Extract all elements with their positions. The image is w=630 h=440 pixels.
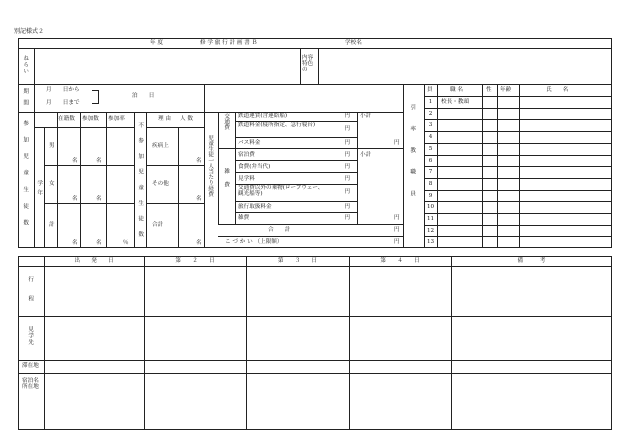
schedule-col-day4: 第 ４ 日 (380, 258, 420, 264)
reason-total: 合計 (152, 222, 164, 228)
unit: 円 (344, 215, 350, 221)
period-from: 月 日から (46, 87, 80, 93)
unit: 名 (96, 158, 102, 164)
cost-other-rides: 交通費以外の乗物(ロープウェー、観光船等) (238, 185, 324, 198)
unit: 円 (344, 176, 350, 182)
schedule-col-departure: 出 発 日 (74, 258, 114, 264)
unit: 円 (344, 189, 350, 195)
aim-label: ねらい (22, 55, 29, 75)
cost-bus: バス料金 (238, 140, 261, 146)
year-label: 年 度 (150, 40, 163, 46)
row-stay: 滞在地 (22, 363, 39, 369)
unit: 名 (196, 196, 202, 202)
unit: 円 (344, 152, 350, 158)
staff-row-number: 4 (428, 134, 433, 140)
feature-field[interactable] (320, 50, 610, 82)
unit: 名 (72, 158, 78, 164)
reason-other: その他 (152, 181, 169, 187)
unit: 名 (196, 240, 202, 246)
grade-label: 学年 (36, 180, 43, 200)
schedule-col-remarks: 備 考 (517, 258, 546, 264)
staff-side-label: 引率教職員 (409, 104, 416, 212)
cost-handling-fee: 旅行取扱料金 (238, 204, 272, 210)
staff-row-number: 3 (428, 122, 433, 128)
col-count: 人 数 (180, 116, 193, 122)
period-label: 期間 (22, 88, 29, 112)
unit: 円 (344, 164, 350, 170)
row-lodging: 宿泊名所在地 (22, 378, 39, 391)
staff-row-role[interactable]: 校長・教頭 (441, 99, 469, 105)
staff-row-number: 2 (428, 111, 433, 117)
period-bracket (92, 90, 99, 104)
subtotal-label-1: 小計 (360, 113, 372, 119)
unit: 名 (196, 158, 202, 164)
col-enrolled: 在籍数 (58, 116, 75, 122)
row-visit-sites: 見学先 (27, 326, 34, 346)
staff-col-role: 職 名 (450, 87, 463, 93)
staff-col-age: 年齢 (500, 87, 512, 93)
schedule-col-day2: 第 ２ 日 (175, 258, 215, 264)
unit: 名 (72, 240, 78, 246)
staff-row-number: 13 (426, 239, 435, 245)
total-label: 合 計 (268, 227, 291, 233)
school-name-label: 学校名 (345, 40, 362, 46)
unit: 円 (394, 239, 400, 245)
staff-col-no: 員 (427, 87, 433, 93)
row-total: 計 (49, 222, 55, 228)
unit: 円 (394, 215, 400, 221)
cost-rail-charge: 鉄道料金(寝所指定、急行寝台) (238, 122, 316, 128)
unit: 円 (344, 113, 350, 119)
staff-row-number: 9 (428, 193, 433, 199)
misc-label: 雑費 (223, 168, 230, 196)
schedule-table-frame (18, 256, 612, 430)
staff-col-sex: 性 (486, 87, 492, 93)
unit: 名 (96, 240, 102, 246)
cost-lodging: 宿泊費 (238, 152, 255, 158)
staff-row-number: 5 (428, 146, 433, 152)
pocket-money-label: こ づ か い （上限額） (225, 239, 283, 245)
staff-row-number: 1 (428, 99, 433, 105)
row-male: 男 (49, 143, 55, 149)
period-to: 月 日まで (46, 100, 80, 106)
col-participating: 参加数 (82, 116, 99, 122)
schedule-col-day3: 第 ３ 日 (277, 258, 318, 264)
row-female: 女 (49, 181, 55, 187)
unit: 円 (344, 140, 350, 146)
document-title: 修 学 旅 行 計 画 書 Ｂ (200, 40, 258, 46)
staff-row-number: 11 (426, 216, 435, 222)
col-rate: 参加率 (108, 116, 125, 122)
cost-misc: 雑費 (238, 215, 250, 221)
staff-col-name: 氏 名 (546, 87, 569, 93)
unit: 円 (394, 140, 400, 146)
transport-label: 交通費 (223, 113, 230, 130)
staff-row-number: 6 (428, 158, 433, 164)
unit: ％ (123, 240, 129, 246)
staff-row-number: 8 (428, 181, 433, 187)
cost-admission: 見学料 (238, 176, 255, 182)
cost-rail-fare: 鉄道運賃(含連絡船) (238, 113, 288, 119)
nights-label: 泊 日 (132, 93, 155, 99)
staff-row-number: 10 (426, 204, 435, 210)
unit: 名 (72, 196, 78, 202)
staff-row-number: 12 (426, 228, 435, 234)
col-reason: 理 由 (158, 116, 171, 122)
feature-label: 内容特色の (302, 55, 314, 74)
per-student-cost-label: 児童生徒一人当たり経費 (207, 135, 214, 197)
row-itinerary: 行程 (27, 276, 34, 316)
form-label: 別記様式２ (14, 28, 45, 35)
unit: 円 (344, 126, 350, 132)
aim-field[interactable] (36, 50, 298, 82)
unit: 円 (394, 227, 400, 233)
reason-illness: 疾病上 (152, 143, 169, 149)
cost-meals: 食費(弁当代) (238, 164, 271, 170)
staff-row-number: 7 (428, 169, 433, 175)
unit: 円 (344, 204, 350, 210)
participants-label: 参加児童生徒数 (22, 120, 29, 237)
unit: 名 (96, 196, 102, 202)
nonparticipants-label: 不参加児童生徒数 (137, 122, 144, 247)
subtotal-label-2: 小計 (360, 152, 372, 158)
